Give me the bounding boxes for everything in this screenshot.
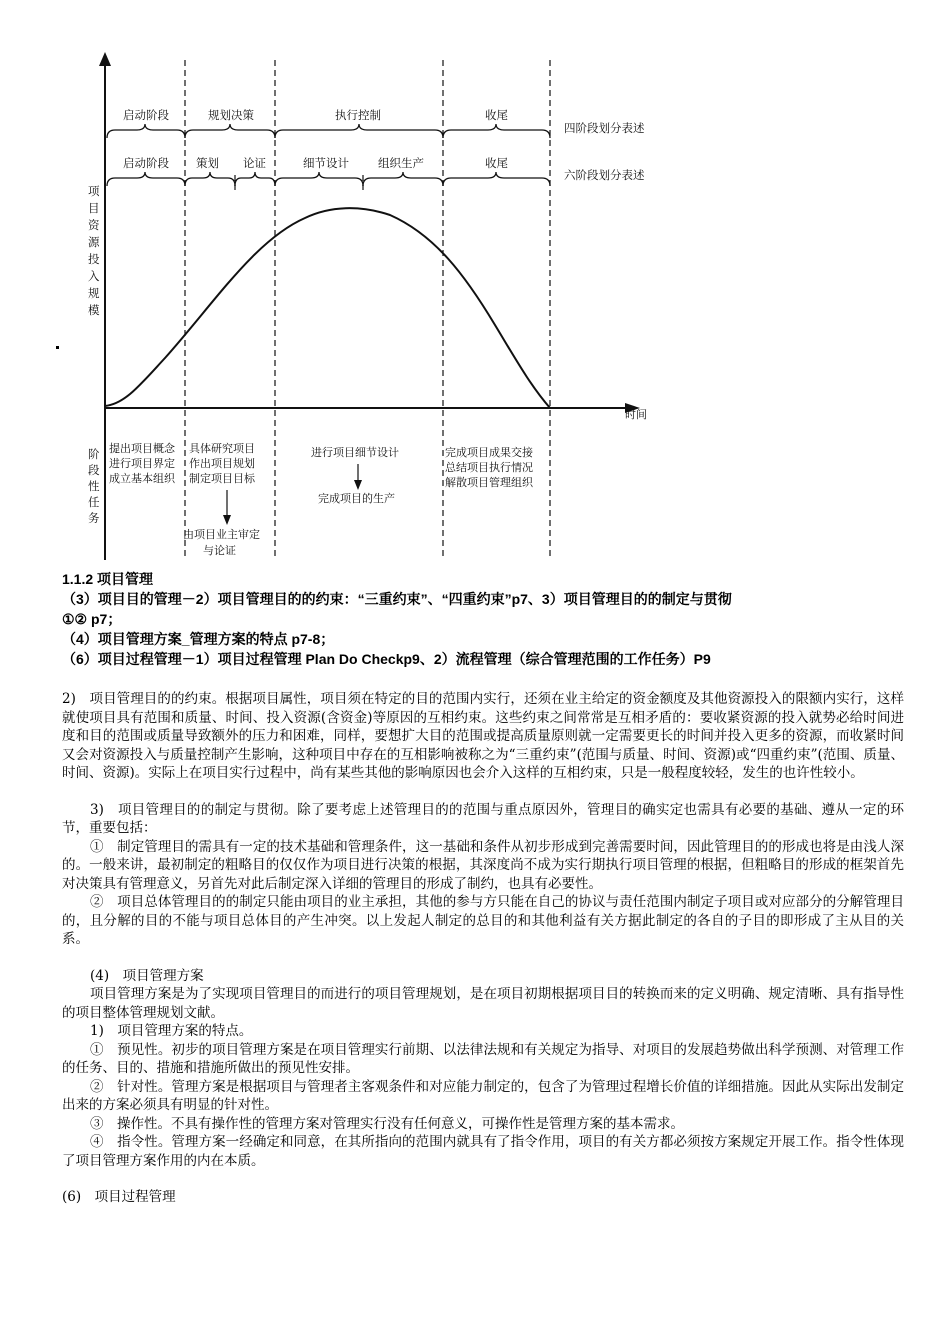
paragraph-item-2: ② 项目总体管理目的的制定只能由项目的业主承担，其他的参与方只能在自己的协议与责任范围内制定子项目或对应部分的分解管理目的，且分解的目的不能与项目总体目的产生冲突。以上发起人制定的总目的和其他利益有关方据此制定的各自的子目的即形成了主从目的关系。 [62,894,904,947]
y-axis-arrow [99,52,111,66]
task-1-line-2: 进行项目界定 [109,457,175,470]
paragraph-process-heading: (6) 项目过程管理 [62,1189,176,1205]
four-stage-label-1: 启动阶段 [123,108,169,122]
six-stage-label-6: 收尾 [485,156,508,170]
paragraph-feature-operability: ③ 操作性。不具有操作性的管理方案对管理实行没有任何意义，可操作性是管理方案的基本需求。 [90,1115,684,1132]
paragraph-plan-definition: 项目管理方案是为了实现项目管理目的而进行的项目管理规划，是在项目初期根据项目目的转换而来的定义明确、规定清晰、具有指导性的项目整体管理规划文献。 [62,986,904,1021]
six-stage-label-4: 细节设计 [303,156,349,170]
task-2-result-line-2: 与论证 [203,544,236,557]
y-axis-label-char: 项 [88,184,100,198]
task-axis-label-char: 任 [88,495,100,509]
six-stage-brackets [107,172,550,186]
y-axis-label-char: 规 [88,286,100,300]
task-axis-label-char: 性 [88,479,100,493]
paragraph-item-1: ① 制定管理目的需具有一定的技术基础和管理条件，这一基础和条件从初步形成到完善需要时间，因此管理目的的形成也将是由浅人深的。一般来讲，最初制定的粗略目的仅仅作为项目进行决策的根据，其深度尚不成为实行期执行项目管理的根据，但粗略目的形成的框架首先对决策具有管理意义，另首先对此后制定深入详细的管理目的形成了制约，也具有必要性。 [62,838,904,892]
resource-curve [105,208,550,408]
four-stage-caption: 四阶段划分表述 [564,121,645,135]
task-1-line-3: 成立基本组织 [109,472,175,485]
task-1-line-1: 提出项目概念 [109,442,175,455]
task-axis-label-char: 务 [88,511,100,525]
y-axis-label-char: 资 [88,218,100,232]
task-4-line-1: 完成项目成果交接 [445,446,533,459]
y-axis-label-char: 入 [88,269,100,283]
x-axis-label: 时间 [625,408,647,421]
four-stage-brackets [107,124,550,138]
y-axis-label-char: 目 [88,201,100,215]
four-stage-label-4: 收尾 [485,108,508,122]
paragraph-objective-setting: 3) 项目管理目的的制定与贯彻。除了要考虑上述管理目的的范围与重点原因外，管理目的确实定也需具有必要的基础、遵从一定的环节，重要包括： [62,801,904,836]
heading-section: 1.1.2 项目管理 [62,571,154,587]
six-stage-label-2: 策划 [196,156,219,170]
body-text [62,690,904,1207]
task-2-line-1: 具体研究项目 [189,442,255,455]
task-3-result: 完成项目的生产 [318,492,395,505]
heading-objective-management-cont: ①② p7； [62,611,122,627]
six-stage-label-3: 论证 [243,156,266,170]
task-2-line-3: 制定项目目标 [189,472,255,485]
six-stage-label-5: 组织生产 [378,156,424,170]
y-axis-label-char: 投 [88,252,100,266]
project-lifecycle-diagram [55,40,685,565]
four-stage-label-3: 执行控制 [335,108,381,122]
task-4-line-3: 解散项目管理组织 [445,476,533,489]
paragraph-constraints: 2) 项目管理目的的约束。根据项目属性，项目须在特定的目的范围内实行，还须在业主给定的资金额度及其他资源投入的限额内实行，这样就使项目具有范围和质量、时间、投入资源(含资金)等原因的互相约束。这些约束之间常常是互相矛盾的：要收紧资源的投入就势必给时间进度和目的范围或质量导致额外的压力和困难，同样，要想扩大目的范围或提高质量原则就一定需要更长的时间并投入更多的资源，而收紧时间又会对资源投入与质量控制产生影响，这种项目中存在的互相影响被称之为“三重约束”(范围与质量、时间、资源)或“四重约束”(范围、质量、时间、资源)。实际上在项目实行过程中，尚有某些其他的影响原因也会介入这样的互相约束，只是一般程度较轻，发生的也许性较小。 [62,691,904,781]
paragraph-plan-heading: (4) 项目管理方案 [90,967,204,984]
heading-management-plan: （4）项目管理方案_管理方案的特点 p7-8； [62,631,335,647]
paragraph-feature-foresight: ① 预见性。初步的项目管理方案是在项目管理实行前期、以法律法规和有关规定为指导、对项目的发展趋势做出科学预测、对管理工作的任务、目的、措施和措施所做出的预见性安排。 [62,1041,904,1076]
section-headings [62,569,902,669]
y-axis-label [88,184,100,317]
y-axis-label-char: 源 [88,235,100,249]
paragraph-plan-features: 1) 项目管理方案的特点。 [90,1023,253,1039]
task-axis-label-char: 段 [88,463,100,477]
lifecycle-svg [55,40,685,565]
y-axis-label-char: 模 [88,303,100,317]
paragraph-feature-targeted: ② 针对性。管理方案是根据项目与管理者主客观条件和对应能力制定的，包含了为管理过程增长价值的详细措施。因此从实际出发制定出来的方案必须具有明显的针对性。 [62,1078,904,1113]
six-stage-caption: 六阶段划分表述 [564,168,645,182]
task-2-line-2: 作出项目规划 [189,457,255,470]
paragraph-feature-directive: ④ 指令性。管理方案一经确定和同意，在其所指向的范围内就具有了指令作用，项目的有关方都必须按方案规定开展工作。指令性体现了项目管理方案作用的内在本质。 [62,1134,904,1169]
task-2-result-line-1: 由项目业主审定 [183,528,260,541]
task-axis-label [88,447,100,525]
six-stage-label-1: 启动阶段 [123,156,169,170]
task-3-arrowhead [354,480,362,490]
heading-objective-management: （3）项目目的管理－2）项目管理目的的约束：“三重约束”、“四重约束”p7、3）项目管理目的的制定与贯彻 [62,591,732,607]
task-4-line-2: 总结项目执行情况 [445,461,533,474]
four-stage-label-2: 规划决策 [208,108,254,122]
heading-process-management: （6）项目过程管理－1）项目过程管理 Plan Do Checkp9、2）流程管理（综合管理范围的工作任务）P9 [62,651,711,667]
task-3-line: 进行项目细节设计 [311,446,399,459]
task-axis-label-char: 阶 [88,447,100,461]
task-2-arrowhead [223,515,231,525]
